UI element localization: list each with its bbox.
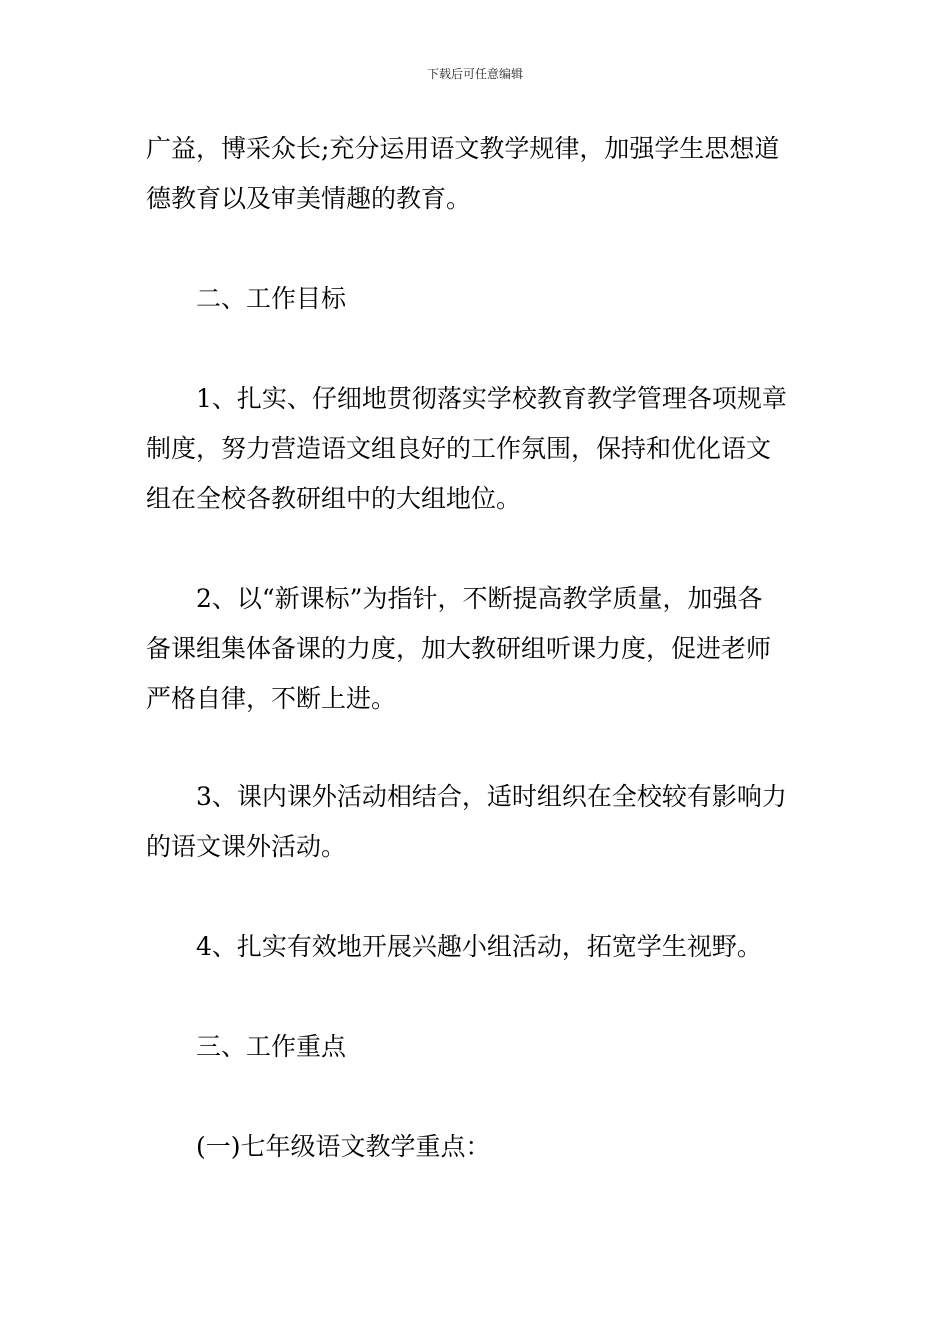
goal-2-line-2: 备课组集体备课的力度，加大教研组听课力度，促进老师 (146, 634, 772, 663)
goal-1-line-2: 制度，努力营造语文组良好的工作氛围，保持和优化语文 (146, 434, 772, 463)
paragraph-line-2: 德教育以及审美情趣的教育。 (146, 184, 472, 213)
section-heading-focus: 三、工作重点 (196, 1032, 347, 1061)
goal-1-line-3: 组在全校各教研组中的大组地位。 (146, 484, 522, 513)
goal-4-line-1: 4、扎实有效地开展兴趣小组活动，拓宽学生视野。 (196, 932, 762, 961)
goal-3-line-2: 的语文课外活动。 (146, 832, 347, 861)
section-heading-goals: 二、工作目标 (196, 284, 347, 313)
goal-1-line-1: 1、扎实、仔细地贯彻落实学校教育教学管理各项规章 (196, 384, 787, 413)
subsection-heading-grade7: (一)七年级语文教学重点： (196, 1132, 491, 1161)
goal-2-line-3: 严格自律，不断上进。 (146, 684, 397, 713)
goal-2-line-1: 2、以“新课标”为指针，不断提高教学质量，加强各 (196, 584, 763, 613)
goal-3-line-1: 3、课内课外活动相结合，适时组织在全校较有影响力 (196, 782, 787, 811)
header-note: 下载后可任意编辑 (426, 67, 523, 81)
paragraph-line-1: 广益，博采众长;充分运用语文教学规律，加强学生思想道 (146, 134, 780, 163)
